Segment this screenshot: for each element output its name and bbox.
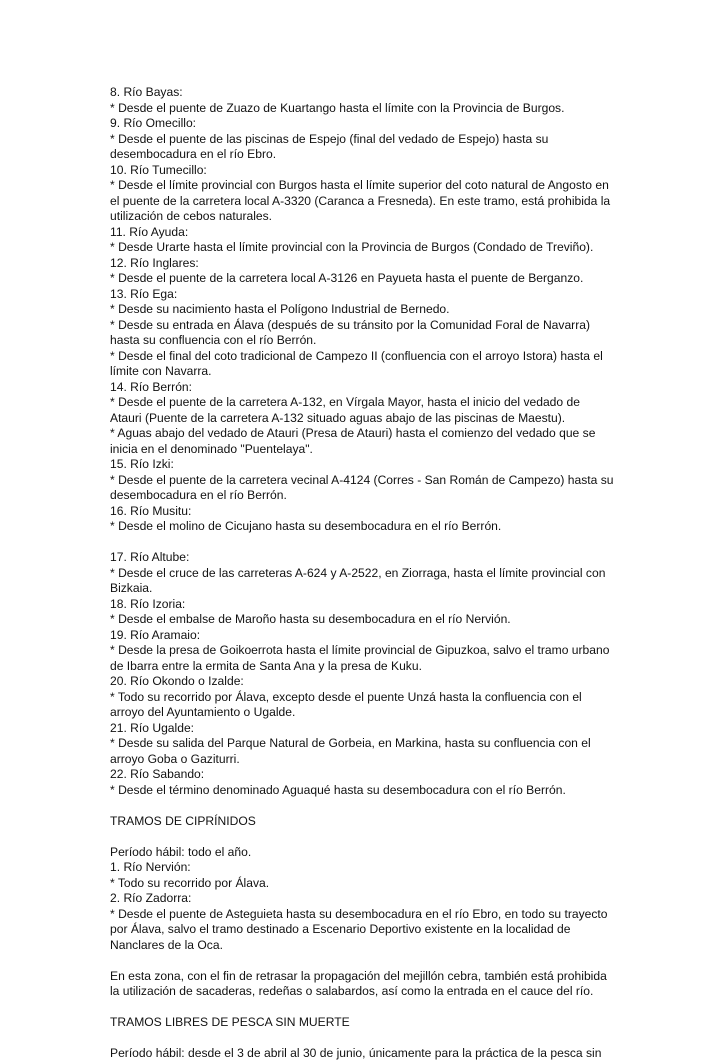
text-line: 21. Río Ugalde: — [110, 720, 195, 735]
text-line: 19. Río Aramaio: — [110, 627, 201, 642]
blank-line — [110, 829, 620, 845]
text-line: 2. Río Zadorra: — [110, 891, 192, 905]
text-line: Período hábil: todo el año. — [110, 844, 252, 859]
blank-line — [110, 535, 620, 551]
text-line: * Desde el embalse de Maroño hasta su desembocadura en el río Nervión. — [110, 612, 511, 626]
text-line: TRAMOS DE CIPRÍNIDOS — [110, 813, 256, 828]
text-line: * Desde su entrada en Álava (después de su tránsito por la Comunidad Foral de Navarra) — [110, 317, 590, 332]
text-line: 15. Río Izki: — [110, 457, 174, 471]
text-line: Nanclares de la Oca. — [110, 937, 223, 952]
text-line: 9. Río Omecillo: — [110, 116, 197, 130]
text-line: * Aguas abajo del vedado de Atauri (Presa de Atauri) hasta el comienzo del vedado que se — [110, 426, 596, 440]
text-line: utilización de cebos naturales. — [110, 209, 273, 223]
text-line: * Desde su nacimiento hasta el Polígono Industrial de Bernedo. — [110, 302, 450, 316]
text-line: * Todo su recorrido por Álava. — [110, 875, 270, 890]
text-line: 14. Río Berrón: — [110, 379, 193, 394]
text-line: * Desde el límite provincial con Burgos hasta el límite superior del coto natural de Angosto en — [110, 178, 609, 192]
text-line: 22. Río Sabando: — [110, 767, 205, 781]
text-line: desembocadura en el río Ebro. — [110, 147, 277, 161]
text-line: 8. Río Bayas: — [110, 85, 183, 99]
text-line: * Todo su recorrido por Álava, excepto desde el puente Unzá hasta la confluencia con el — [110, 689, 582, 704]
text-line: hasta su confluencia con el río Berrón. — [110, 333, 317, 347]
text-line: por Álava, salvo el tramo destinado a Escenario Deportivo existente en la localidad de — [110, 922, 571, 936]
blank-line — [110, 1000, 620, 1016]
text-line: * Desde el puente de la carretera local A-3126 en Payueta hasta el puente de Berganzo. — [110, 271, 584, 285]
text-line: la utilización de sacaderas, redeñas o salabardos, así como la entrada en el cauce del río. — [110, 984, 594, 998]
text-line: desembocadura en el río Berrón. — [110, 488, 287, 502]
text-line: * Desde la presa de Goikoerrota hasta el límite provincial de Gipuzkoa, salvo el tramo urbano — [110, 643, 610, 657]
text-line: * Desde el molino de Cicujano hasta su desembocadura en el río Berrón. — [110, 519, 502, 533]
text-line: 11. Río Ayuda: — [110, 224, 189, 239]
text-line: * Desde su salida del Parque Natural de Gorbeia, en Markina, hasta su confluencia con el — [110, 736, 591, 750]
text-line: 12. Río Inglares: — [110, 255, 199, 270]
text-line: arroyo Goba o Gaziturri. — [110, 751, 240, 766]
text-line: * Desde el puente de Asteguieta hasta su desembocadura en el río Ebro, en todo su trayecto — [110, 906, 608, 921]
text-line: 17. Río Altube: — [110, 550, 190, 564]
text-line: 18. Río Izoria: — [110, 596, 186, 611]
text-line: En esta zona, con el fin de retrasar la propagación del mejillón cebra, también está prohibida — [110, 968, 607, 983]
text-line: * Desde el término denominado Aguaqué hasta su desembocadura con el río Berrón. — [110, 782, 566, 797]
text-line: arroyo del Ayuntamiento o Ugalde. — [110, 705, 296, 719]
blank-line — [110, 1031, 620, 1047]
text-line: límite con Navarra. — [110, 364, 212, 378]
text-line: * Desde el puente de la carretera vecinal A-4124 (Corres - San Román de Campezo) hasta su — [110, 472, 614, 487]
blank-line — [110, 798, 620, 814]
text-line: 16. Río Musitu: — [110, 503, 192, 518]
text-line: * Desde el puente de la carretera A-132, en Vírgala Mayor, hasta el inicio del vedado de — [110, 395, 580, 409]
text-line: * Desde Urarte hasta el límite provincial con la Provincia de Burgos (Condado de Treviño). — [110, 240, 594, 254]
text-line: Atauri (Puente de la carretera A-132 situado aguas abajo de las piscinas de Maestu). — [110, 410, 566, 425]
blank-line — [110, 953, 620, 969]
text-line: * Desde el cruce de las carreteras A-624 y A-2522, en Ziorraga, hasta el límite provincial con — [110, 565, 606, 580]
text-line: 13. Río Ega: — [110, 286, 178, 301]
text-line: 20. Río Okondo o Izalde: — [110, 674, 244, 688]
text-line: Período hábil: desde el 3 de abril al 30 de junio, únicamente para la práctica de la pesca sin — [110, 1046, 602, 1060]
text-line: TRAMOS LIBRES DE PESCA SIN MUERTE — [110, 1015, 350, 1029]
text-line: 1. Río Nervión: — [110, 860, 191, 874]
text-line: de Ibarra entre la ermita de Santa Ana y la presa de Kuku. — [110, 658, 422, 673]
text-line: inicia en el denominado "Puentelaya". — [110, 441, 313, 456]
text-line: 10. Río Tumecillo: — [110, 162, 207, 177]
text-line: * Desde el final del coto tradicional de Campezo II (confluencia con el arroyo Istora) hasta el — [110, 348, 603, 363]
text-line: el puente de la carretera local A-3320 (Caranca a Fresneda). En este tramo, está prohibida la — [110, 193, 611, 208]
text-line: * Desde el puente de las piscinas de Espejo (final del vedado de Espejo) hasta su — [110, 131, 549, 146]
text-line: * Desde el puente de Zuazo de Kuartango hasta el límite con la Provincia de Burgos. — [110, 100, 565, 115]
document-page — [110, 85, 620, 1062]
text-line: Bizkaia. — [110, 581, 153, 595]
